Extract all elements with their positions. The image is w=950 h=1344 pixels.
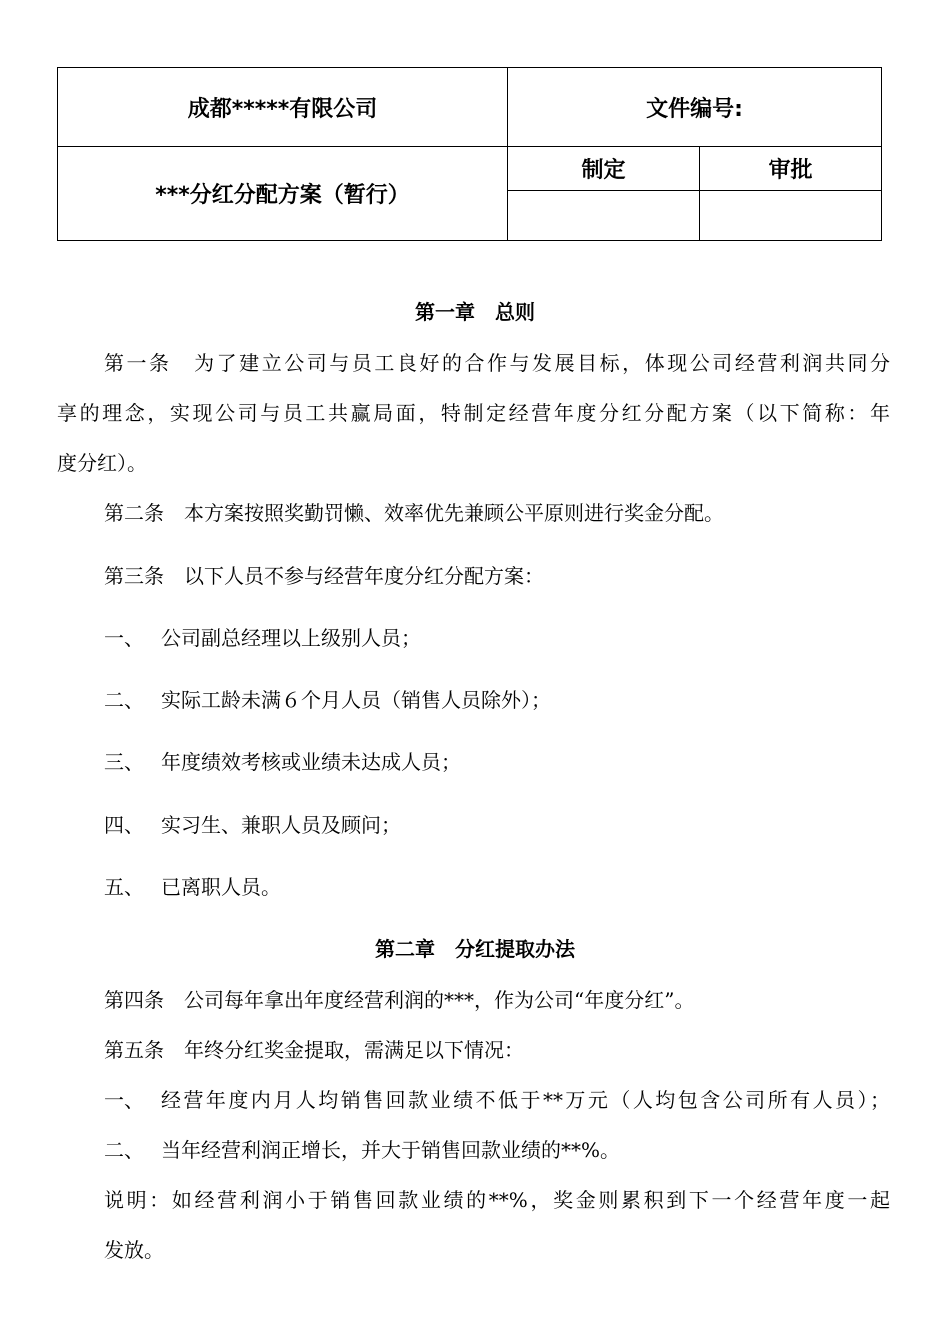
header-table [57,67,882,241]
article1-line1: 第一条 为了建立公司与员工良好的合作与发展目标，体现公司经营利润共同分 [104,351,890,375]
chapter2-title: 第二章 分红提取办法 [375,937,575,961]
list-item-num: 三、 [104,750,144,774]
article3: 第三条 以下人员不参与经营年度分红分配方案： [104,564,544,588]
chapter1-title: 第一章 总则 [415,300,535,324]
note-line2: 发放。 [104,1238,164,1262]
list-item-text: 已离职人员。 [161,875,281,899]
list-item-num: 五、 [104,875,144,899]
list-item-num: 四、 [104,813,144,837]
approve-label: 审批 [700,147,882,191]
made-label: 制定 [508,147,700,191]
company-name: 成都*****有限公司 [58,68,508,147]
list-item-num: 二、 [104,688,144,712]
article1-line3: 度分红）。 [57,451,147,475]
plan-title: ***分红分配方案（暂行） [58,147,508,241]
note-line1: 说明：如经营利润小于销售回款业绩的**%，奖金则累积到下一个经营年度一起 [104,1188,890,1212]
list-item-text: 当年经营利润正增长，并大于销售回款业绩的**%。 [161,1138,621,1162]
list-item-text: 经营年度内月人均销售回款业绩不低于**万元（人均包含公司所有人员）； [161,1088,890,1112]
article5: 第五条 年终分红奖金提取，需满足以下情况： [104,1038,524,1062]
list-item-num: 一、 [104,626,144,650]
article1-line2: 享的理念，实现公司与员工共赢局面，特制定经营年度分红分配方案（以下简称：年 [57,401,890,425]
made-signature-cell [508,191,700,241]
list-item-text: 实际工龄未满６个月人员（销售人员除外）； [161,688,551,712]
article4: 第四条 公司每年拿出年度经营利润的***，作为公司“年度分红”。 [104,988,695,1012]
article2: 第二条 本方案按照奖勤罚懒、效率优先兼顾公平原则进行奖金分配。 [104,501,724,525]
list-item-num: 二、 [104,1138,144,1162]
list-item-text: 实习生、兼职人员及顾问； [161,813,401,837]
list-item-text: 公司副总经理以上级别人员； [161,626,421,650]
approve-signature-cell [700,191,882,241]
doc-number-label: 文件编号: [508,68,882,147]
list-item-num: 一、 [104,1088,144,1112]
list-item-text: 年度绩效考核或业绩未达成人员； [161,750,461,774]
